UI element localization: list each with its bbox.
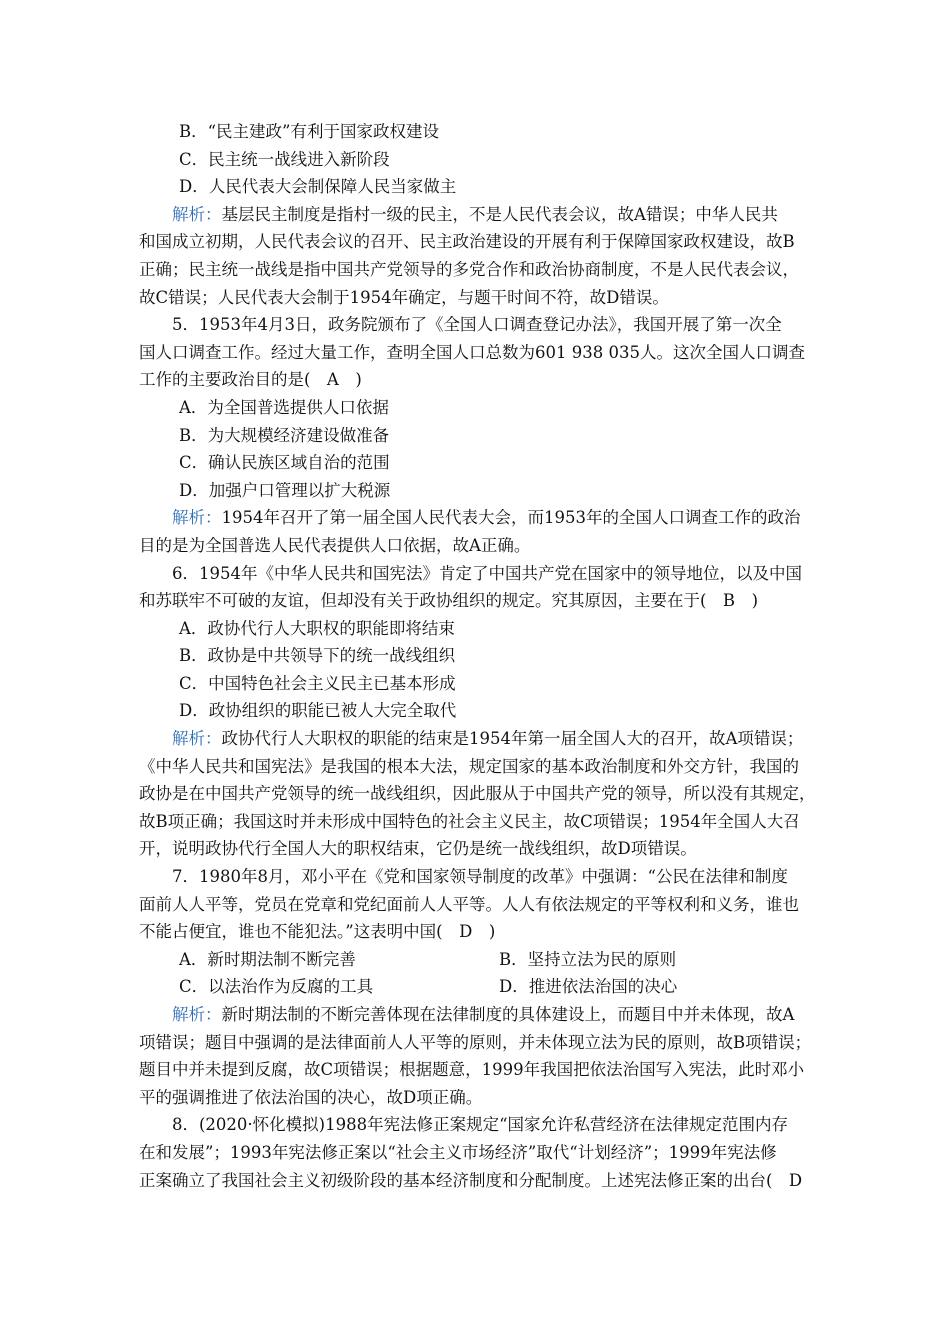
- page-content: [139, 118, 819, 1194]
- option-6d: D．政协组织的职能已被人大完全取代: [179, 701, 457, 721]
- analysis-5-line-2: 目的是为全国普选人民代表提供人口依据，故A正确。: [139, 535, 531, 555]
- option-5c: C．确认民族区域自治的范围: [179, 453, 390, 473]
- analysis-7-line-2: 项错误；题目中强调的是法律面前人人平等的原则，并未体现立法为民的原则，故B项错误；: [139, 1032, 812, 1052]
- analysis-4-line-2: 和国成立初期，人民代表会议的召开、民主政治建设的开展有利于保障国家政权建设，故B: [139, 232, 795, 252]
- option-4c: C．民主统一战线进入新阶段: [179, 149, 390, 169]
- question-6-line-2: 和苏联牢不可破的友谊，但却没有关于政协组织的规定。究其原因，主要在于( B ): [139, 591, 758, 611]
- option-6b: B．政协是中共领导下的统一战线组织: [179, 646, 456, 666]
- question-8-line-3: 正案确立了我国社会主义初级阶段的基本经济制度和分配制度。上述宪法修正案的出台( D: [139, 1170, 803, 1190]
- question-8-line-1: 8．(2020·怀化模拟)1988年宪法修正案规定“国家允许私营经济在法律规定范围内存: [172, 1115, 789, 1135]
- analysis-label: 解析：: [172, 1005, 222, 1024]
- question-7-line-1: 7．1980年8月，邓小平在《党和国家领导制度的改革》中强调：“公民在法律和制度: [172, 867, 788, 887]
- analysis-7-line-4: 平的强调推进了依法治国的决心，故D项正确。: [139, 1087, 483, 1107]
- option-7a: A．新时期法制不断完善: [179, 949, 356, 969]
- option-4d: D．人民代表大会制保障人民当家做主: [179, 177, 457, 197]
- analysis-label: 解析：: [172, 508, 222, 528]
- option-7c: C．以法治作为反腐的工具: [179, 977, 374, 997]
- option-4b: B．“民主建政”有利于国家政权建设: [179, 122, 439, 141]
- option-5a: A．为全国普选提供人口依据: [179, 397, 389, 417]
- question-7-line-3: 不能占便宜，谁也不能犯法。”这表明中国( D ): [139, 922, 496, 942]
- analysis-6-line-3: 政协是在中国共产党领导的统一战线组织，因此服从于中国共产党的领导，所以没有其规定，: [139, 784, 816, 804]
- analysis-6-line-2: 《中华人民共和国宪法》是我国的根本大法，规定国家的基本政治制度和外交方针，我国的: [139, 756, 799, 776]
- analysis-6-line-1: 解析：政协代行人大职权的职能的结束是1954年第一届全国人大的召开，故A项错误；: [172, 729, 804, 749]
- option-5d: D．加强户口管理以扩大税源: [179, 480, 391, 500]
- option-6a: A．政协代行人大职权的职能即将结束: [179, 618, 455, 638]
- analysis-4-line-1: 解析：基层民主制度是指村一级的民主，不是人民代表会议，故A错误；中华人民共: [172, 204, 778, 224]
- analysis-4-line-4: 故C错误；人民代表大会制于1954年确定，与题干时间不符，故D错误。: [139, 287, 669, 307]
- analysis-7-line-1: 解析：新时期法制的不断完善体现在法律制度的具体建设上，而题目中并未体现，故A: [172, 1005, 795, 1024]
- option-6c: C．中国特色社会主义民主已基本形成: [179, 673, 456, 693]
- analysis-label: 解析：: [172, 204, 222, 224]
- option-7b: B．坚持立法为民的原则: [499, 949, 677, 969]
- question-5-line-1: 5．1953年4月3日，政务院颁布了《全国人口调查登记办法》，我国开展了第一次全: [172, 315, 782, 335]
- question-8-line-2: 在和发展”；1993年宪法修正案以“社会主义市场经济”取代“计划经济”；1999年宪法修: [139, 1142, 777, 1162]
- analysis-6-line-4: 故B项正确；我国这时并未形成中国特色的社会主义民主，故C项错误；1954年全国人大召: [139, 811, 800, 831]
- analysis-6-line-5: 开，说明政协代行全国人大的职权结束，它仍是统一战线组织，故D项错误。: [139, 839, 697, 859]
- option-7d: D．推进依法治国的决心: [499, 977, 678, 997]
- question-6-line-1: 6．1954年《中华人民共和国宪法》肯定了中国共产党在国家中的领导地位，以及中国: [172, 563, 802, 583]
- analysis-4-line-3: 正确；民主统一战线是指中国共产党领导的多党合作和政治协商制度，不是人民代表会议，: [139, 259, 799, 279]
- analysis-label: 解析：: [172, 729, 222, 749]
- options-7-row-1: [139, 946, 819, 974]
- question-5-line-3: 工作的主要政治目的是( A ): [139, 370, 362, 390]
- options-7-row-2: [139, 973, 819, 1001]
- option-5b: B．为大规模经济建设做准备: [179, 425, 390, 445]
- question-7-line-2: 面前人人平等，党员在党章和党纪面前人人平等。人人有依法规定的平等权利和义务，谁也: [139, 894, 799, 914]
- analysis-7-line-3: 题目中并未提到反腐，故C项错误；根据题意，1999年我国把依法治国写入宪法，此时邓小: [139, 1060, 805, 1080]
- analysis-5-line-1: 解析：1954年召开了第一届全国人民代表大会，而1953年的全国人口调查工作的政治: [172, 508, 801, 528]
- question-5-line-2: 国人口调查工作。经过大量工作，查明全国人口总数为601 938 035人。这次全国人口调查: [139, 342, 805, 362]
